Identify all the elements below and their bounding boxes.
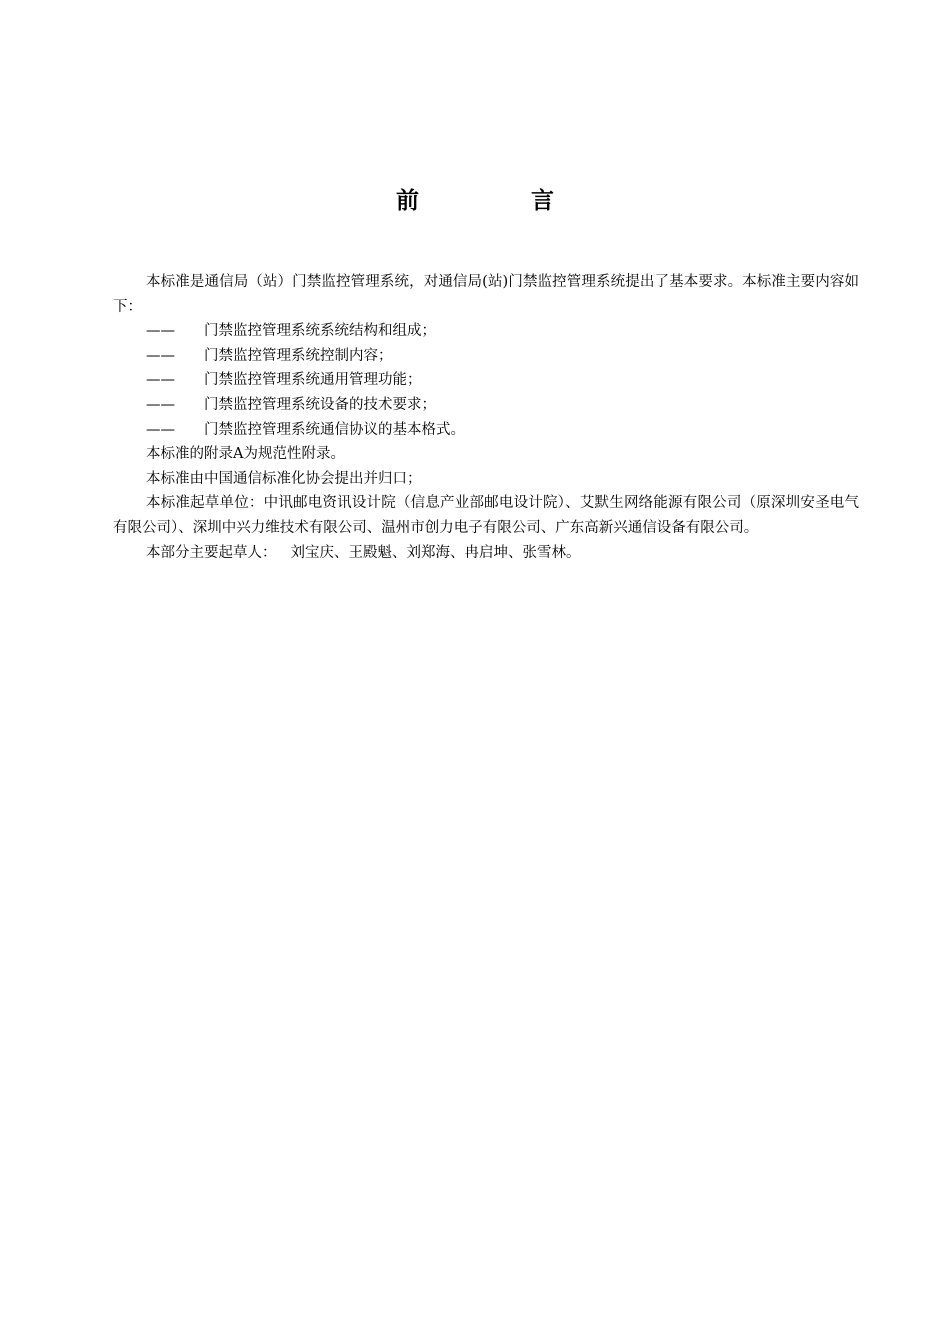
appendix-note: 本标准的附录A为规范性附录。 [146,446,345,463]
proposer-note: 本标准由中国通信标准化协会提出并归口； [146,470,422,487]
list-item-text: 门禁监控管理系统系统结构和组成； [204,323,436,340]
list-item-text: 门禁监控管理系统通信协议的基本格式。 [204,421,465,438]
list-marker: —— [146,347,175,364]
list-item [113,344,859,369]
drafters-label: 本部分主要起草人： [146,544,277,561]
list-marker: —— [146,323,175,340]
drafting-units-paragraph: 本标准起草单位：中讯邮电资讯设计院（信息产业部邮电设计院）、艾默生网络能源有限公司（原深圳安圣电气有限公司）、深圳中兴力维技术有限公司、温州市创力电子有限公司、广东高新兴通信设备有限公司。 [113,495,859,536]
list-item [113,418,859,443]
list-item-text: 门禁监控管理系统通用管理功能； [204,372,422,389]
list-item [113,368,859,393]
list-marker: —— [146,421,175,438]
list-item-text: 门禁监控管理系统控制内容； [204,347,393,364]
list-marker: —— [146,372,175,389]
drafters-names: 刘宝庆、王殿魁、刘郑海、冉启坤、张雪林。 [290,544,581,561]
drafters-paragraph [113,541,859,566]
list-item [113,319,859,344]
list-marker: —— [146,396,175,413]
list-item-text: 门禁监控管理系统设备的技术要求； [204,396,436,413]
intro-paragraph: 本标准是通信局（站）门禁监控管理系统，对通信局(站)门禁监控管理系统提出了基本要求。本标准主要内容如下： [113,274,859,315]
page-title: 前 言 [395,188,606,214]
document-body [113,270,859,565]
list-item [113,393,859,418]
